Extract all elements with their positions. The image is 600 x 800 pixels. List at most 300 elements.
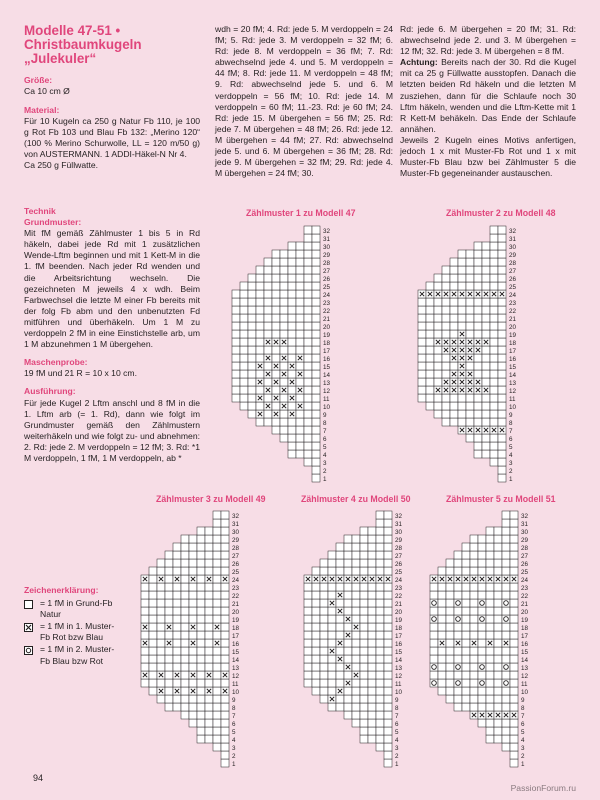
chart-cell [312, 274, 320, 282]
chart-cell [272, 314, 280, 322]
chart-cell [296, 418, 304, 426]
chart-cell [165, 551, 173, 559]
chart-cell [336, 631, 344, 639]
chart-row [232, 370, 331, 379]
chart-cell [213, 735, 221, 743]
chart-cell [352, 615, 360, 623]
chart-cell [240, 378, 248, 386]
row-label: 28 [232, 545, 240, 552]
chart-cell [494, 607, 502, 615]
chart-cell [157, 663, 165, 671]
chart-cell [205, 703, 213, 711]
chart-cell [272, 274, 280, 282]
row-label: 25 [521, 569, 529, 576]
chart-cell [434, 322, 442, 330]
chart-cell [486, 623, 494, 631]
chart-cell [502, 583, 510, 591]
chart-cell [173, 663, 181, 671]
chart-cell [498, 338, 506, 346]
chart-row [141, 599, 240, 608]
chart-cell [360, 583, 368, 591]
chart-cell [470, 655, 478, 663]
chart-cell [213, 687, 221, 695]
chart-cell [288, 354, 296, 362]
chart-cell [344, 655, 352, 663]
chart-cell [490, 330, 498, 338]
circle-cell-icon [24, 646, 33, 655]
chart-row [232, 314, 331, 323]
chart-cell [450, 394, 458, 402]
chart-row [141, 679, 239, 688]
chart-cell [248, 298, 256, 306]
chart-cell [446, 599, 454, 607]
chart-cell [181, 695, 189, 703]
row-label: 19 [521, 617, 529, 624]
chart-cell [213, 711, 221, 719]
legend [24, 585, 124, 668]
row-label: 24 [323, 292, 331, 299]
chart-row [490, 226, 517, 235]
chart-cell [430, 623, 438, 631]
chart-cell [256, 402, 264, 410]
chart-cell [221, 639, 229, 647]
chart-cell [280, 410, 288, 418]
chart-cell [502, 511, 510, 519]
chart-cell [450, 410, 458, 418]
chart-cell [280, 290, 288, 298]
chart-cell [490, 354, 498, 362]
chart-cell [344, 591, 352, 599]
chart-cell [328, 567, 336, 575]
chart-cell [213, 567, 221, 575]
chart-cell [248, 386, 256, 394]
chart-cell [442, 402, 450, 410]
chart-cell [189, 599, 197, 607]
chart-cell [446, 623, 454, 631]
chart-row [510, 751, 525, 760]
chart-cell [232, 306, 240, 314]
row-label: 5 [232, 729, 236, 736]
size-section [24, 75, 200, 97]
row-label: 16 [509, 356, 517, 363]
chart-cell [264, 306, 272, 314]
chart-cell [264, 266, 272, 274]
chart-cell [221, 695, 229, 703]
row-label: 15 [509, 364, 517, 371]
chart-cell [368, 623, 376, 631]
chart-cell [360, 567, 368, 575]
chart-cell [288, 386, 296, 394]
row-label: 27 [323, 268, 331, 275]
chart-cell [502, 671, 510, 679]
chart-cell [470, 615, 478, 623]
chart-cell [256, 306, 264, 314]
row-label: 31 [323, 236, 331, 243]
chart-cell [189, 631, 197, 639]
chart-cell [256, 322, 264, 330]
chart-cell [280, 266, 288, 274]
chart-cell [454, 623, 462, 631]
chart-cell [240, 354, 248, 362]
chart-cell [141, 591, 149, 599]
chart-cell [510, 551, 518, 559]
chart-cell [384, 695, 392, 703]
chart-cell [368, 655, 376, 663]
chart-cell [482, 378, 490, 386]
chart-cell [478, 599, 486, 607]
row-label: 32 [509, 228, 517, 235]
chart-cell [376, 687, 384, 695]
technique-subheading: Grundmuster: [24, 217, 82, 228]
chart-cell [360, 655, 368, 663]
chart-row [149, 687, 240, 696]
chart-cell [288, 346, 296, 354]
chart-cell [272, 266, 280, 274]
chart-cell [474, 266, 482, 274]
chart-cell [280, 298, 288, 306]
chart-cell [438, 567, 446, 575]
chart-cell [384, 511, 392, 519]
chart-cell [248, 410, 256, 418]
chart-cell [498, 346, 506, 354]
chart-row [470, 535, 529, 544]
chart-cell [256, 370, 264, 378]
chart-cell [205, 631, 213, 639]
chart-title-2: Zählmuster 2 zu Modell 48 [446, 208, 556, 218]
chart-cell [173, 655, 181, 663]
row-label: 28 [323, 260, 331, 267]
note-text: Bereits nach der 30. Rd die Kugel mit ca 25 g Füllwatte ausstopfen. Danach die letzten beiden Rd häkeln und die letzten M zusziehen, dann für die Schlaufe noch 30 Lftm häkeln, wenden und die Lftm-Kette mit 1 R Kett-M behäkeln. Das Ende der Schlaufe annähen. [400, 57, 577, 134]
chart-row [304, 663, 403, 672]
chart-cell [240, 370, 248, 378]
row-label: 17 [395, 633, 403, 640]
chart-cell [502, 631, 510, 639]
chart-cell [478, 639, 486, 647]
chart-cell [510, 599, 518, 607]
chart-cell [474, 250, 482, 258]
chart-cell [490, 282, 498, 290]
chart-row [446, 559, 529, 568]
row-label: 14 [232, 657, 240, 664]
chart-cell [454, 551, 462, 559]
middle-column [215, 24, 393, 186]
chart-row [328, 703, 399, 712]
chart-cell [173, 639, 181, 647]
chart-cell [296, 266, 304, 274]
chart-cell [157, 639, 165, 647]
row-label: 7 [232, 713, 236, 720]
chart-cell [368, 631, 376, 639]
chart-cell [384, 607, 392, 615]
chart-cell [205, 599, 213, 607]
chart-cell [280, 274, 288, 282]
chart-cell [296, 282, 304, 290]
chart-cell [280, 330, 288, 338]
chart-cell [418, 370, 426, 378]
chart-cell [466, 306, 474, 314]
row-label: 14 [521, 657, 529, 664]
chart-cell [376, 591, 384, 599]
chart-cell [482, 450, 490, 458]
chart-cell [336, 703, 344, 711]
chart-cell [312, 591, 320, 599]
chart-cell [434, 394, 442, 402]
chart-row [213, 743, 236, 752]
chart-cell [360, 639, 368, 647]
chart-cell [494, 583, 502, 591]
row-label: 17 [323, 348, 331, 355]
chart-cell [213, 671, 221, 679]
right-column [400, 24, 576, 179]
chart-row [141, 655, 240, 664]
chart-cell [510, 535, 518, 543]
chart-cell [197, 727, 205, 735]
chart-cell [510, 607, 518, 615]
chart-cell [272, 386, 280, 394]
chart-cell [368, 543, 376, 551]
chart-cell [256, 386, 264, 394]
chart-cell [141, 663, 149, 671]
chart-cell [418, 314, 426, 322]
chart-cell [213, 719, 221, 727]
row-label: 18 [232, 625, 240, 632]
chart-row [165, 703, 236, 712]
chart-cell [458, 410, 466, 418]
chart-cell [490, 322, 498, 330]
chart-cell [454, 671, 462, 679]
chart-row [474, 450, 513, 459]
chart-cell [256, 266, 264, 274]
row-label: 29 [323, 252, 331, 259]
chart-cell [312, 647, 320, 655]
chart-cell [478, 559, 486, 567]
technique-heading: Technik [24, 206, 56, 216]
chart-cell [189, 559, 197, 567]
chart-row [304, 679, 402, 688]
row-label: 8 [323, 420, 327, 427]
chart-row [232, 386, 331, 395]
chart-cell [502, 623, 510, 631]
chart-cell [213, 575, 221, 583]
chart-cell [336, 647, 344, 655]
chart-cell [157, 647, 165, 655]
title-line-1: Modelle 47-51 • [24, 23, 121, 38]
chart-cell [221, 631, 229, 639]
row-label: 2 [395, 753, 399, 760]
chart-cell [474, 418, 482, 426]
row-label: 18 [323, 340, 331, 347]
chart-cell [510, 735, 518, 743]
row-label: 9 [232, 697, 236, 704]
chart-cell [312, 346, 320, 354]
chart-cell [320, 687, 328, 695]
row-label: 20 [521, 609, 529, 616]
chart-cell [256, 338, 264, 346]
chart-row [304, 599, 403, 608]
chart-cell [221, 735, 229, 743]
chart-cell [213, 743, 221, 751]
chart-cell [344, 647, 352, 655]
chart-row [360, 527, 403, 536]
chart-cell [442, 266, 450, 274]
row-label: 13 [521, 665, 529, 672]
chart-cell [490, 450, 498, 458]
chart-cell [149, 583, 157, 591]
chart-cell [454, 687, 462, 695]
chart-cell [418, 386, 426, 394]
chart-cell [240, 362, 248, 370]
chart-cell [426, 386, 434, 394]
chart-cell [232, 378, 240, 386]
row-label: 26 [232, 561, 240, 568]
chart-cell [181, 551, 189, 559]
chart-cell [376, 543, 384, 551]
chart-cell [296, 434, 304, 442]
chart-cell [438, 631, 446, 639]
chart-cell [360, 599, 368, 607]
row-label: 19 [323, 332, 331, 339]
chart-cell [157, 655, 165, 663]
chart-cell [498, 410, 506, 418]
chart-cell [197, 591, 205, 599]
chart-cell [438, 663, 446, 671]
chart-cell [368, 711, 376, 719]
chart-cell [312, 226, 320, 234]
chart-cell [248, 402, 256, 410]
chart-cell [454, 559, 462, 567]
chart-cell [157, 599, 165, 607]
chart-cell [312, 250, 320, 258]
chart-cell [280, 346, 288, 354]
chart-cell [304, 386, 312, 394]
chart-cell [490, 434, 498, 442]
chart-cell [173, 615, 181, 623]
chart-cell [486, 631, 494, 639]
chart-cell [510, 743, 518, 751]
row-label: 32 [521, 513, 529, 520]
chart-cell [296, 338, 304, 346]
chart-cell [312, 607, 320, 615]
row-label: 8 [232, 705, 236, 712]
chart-cell [288, 250, 296, 258]
chart-cell [478, 591, 486, 599]
chart-cell [450, 402, 458, 410]
chart-cell [494, 639, 502, 647]
chart-cell [336, 551, 344, 559]
chart-cell [384, 639, 392, 647]
chart-cell [312, 474, 320, 482]
chart-cell [296, 274, 304, 282]
row-label: 4 [232, 737, 236, 744]
material-heading: Material: [24, 104, 60, 115]
chart-cell [482, 322, 490, 330]
chart-cell [296, 258, 304, 266]
chart-cell [288, 290, 296, 298]
title-line-3: „Julekuler“ [24, 50, 97, 66]
chart-row [426, 282, 517, 291]
row-label: 32 [232, 513, 240, 520]
row-label: 3 [521, 745, 525, 752]
row-label: 21 [232, 601, 240, 608]
chart-row [304, 575, 403, 584]
chart-cell [502, 695, 510, 703]
row-label: 20 [232, 609, 240, 616]
row-label: 23 [395, 585, 403, 592]
chart-cell [384, 751, 392, 759]
chart-cell [312, 298, 320, 306]
chart-row [418, 330, 517, 339]
chart-cell [312, 663, 320, 671]
chart-cell [426, 314, 434, 322]
chart-cell [256, 298, 264, 306]
row-label: 29 [509, 252, 517, 259]
chart-cell [470, 599, 478, 607]
chart-cell [181, 639, 189, 647]
chart-cell [205, 639, 213, 647]
chart-cell [248, 378, 256, 386]
chart-row [418, 298, 517, 307]
chart-cell [486, 615, 494, 623]
chart-cell [173, 607, 181, 615]
chart-cell [368, 735, 376, 743]
chart-cell [288, 242, 296, 250]
chart-cell [470, 607, 478, 615]
chart-cell [466, 410, 474, 418]
chart-cell [494, 687, 502, 695]
chart-cell [328, 583, 336, 591]
row-label: 32 [323, 228, 331, 235]
chart-cell [442, 394, 450, 402]
chart-cell [384, 671, 392, 679]
chart-cell [248, 338, 256, 346]
chart-cell [272, 290, 280, 298]
chart-cell [221, 703, 229, 711]
chart-cell [272, 250, 280, 258]
chart-cell [360, 607, 368, 615]
chart-cell [462, 695, 470, 703]
chart-cell [157, 679, 165, 687]
chart-cell [442, 282, 450, 290]
chart-cell [149, 663, 157, 671]
chart-cell [502, 527, 510, 535]
chart-cell [490, 394, 498, 402]
chart-cell [418, 362, 426, 370]
chart-cell [272, 322, 280, 330]
chart-cell [494, 671, 502, 679]
row-label: 6 [232, 721, 236, 728]
chart-row [490, 234, 517, 243]
row-label: 19 [232, 617, 240, 624]
chart-row [384, 751, 399, 760]
chart-cell [482, 354, 490, 362]
chart-cell [181, 615, 189, 623]
chart-row [141, 615, 240, 624]
chart-cell [304, 631, 312, 639]
row-label: 18 [521, 625, 529, 632]
chart-cell [264, 410, 272, 418]
chart-cell [418, 338, 426, 346]
chart-cell [368, 615, 376, 623]
chart-cell [240, 386, 248, 394]
chart-cell [490, 402, 498, 410]
row-label: 5 [521, 729, 525, 736]
row-label: 1 [395, 761, 399, 768]
chart-cell [478, 607, 486, 615]
chart-cell [478, 623, 486, 631]
chart-cell [502, 559, 510, 567]
chart-row [490, 458, 513, 467]
row-label: 9 [323, 412, 327, 419]
